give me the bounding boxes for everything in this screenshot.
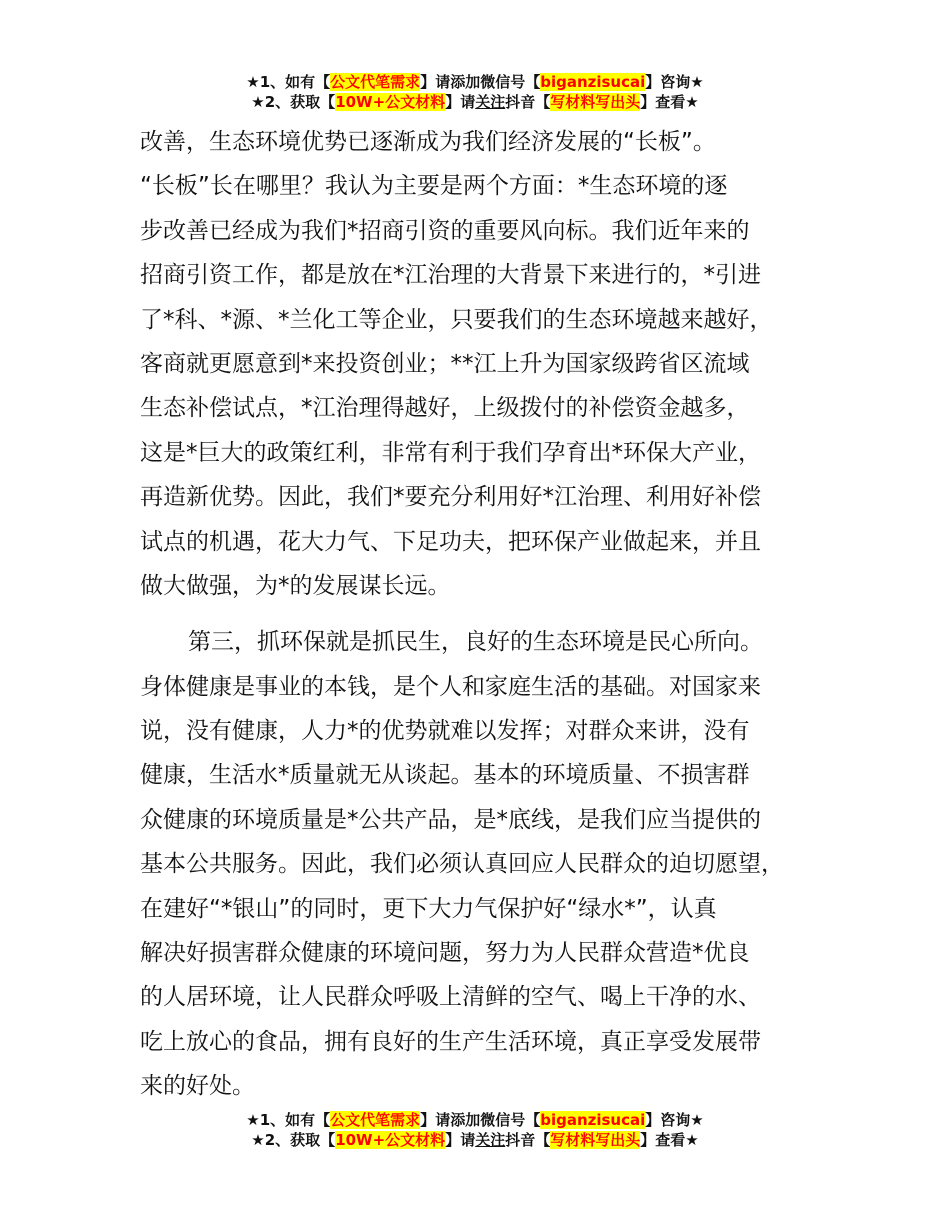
banner-underlined: 关注	[475, 1131, 506, 1149]
banner-line-2	[0, 92, 950, 112]
banner-highlight-wechat: biganzisucai	[540, 1111, 646, 1129]
banner-text: 】请添加微信号【	[420, 73, 541, 91]
text-line: 客商就更愿意到*来投资创业；**江上升为国家级跨省区流域	[140, 350, 750, 377]
banner-underlined: 关注	[475, 93, 506, 111]
banner-text: ★2、获取【	[251, 93, 336, 111]
text-line: 再造新优势。因此，我们*要充分利用好*江治理、利用好补偿	[140, 484, 761, 511]
text-line: 改善，生态环境优势已逐渐成为我们经济发展的“长板”。	[140, 129, 716, 155]
text-line: “长板”长在哪里？我认为主要是两个方面：*生态环境的逐	[140, 173, 728, 200]
text-line: 做大做强，为*的发展谋长远。	[140, 572, 451, 599]
paragraph-gap	[140, 608, 840, 620]
footer-banner	[0, 1110, 950, 1150]
text-line: 步改善已经成为我们*招商引资的重要风向标。我们近年来的	[140, 217, 750, 244]
text-line: 这是*巨大的政策红利，非常有利于我们孕育出*环保大产业，	[140, 439, 761, 466]
banner-highlight: 10W+公文材料	[335, 93, 446, 111]
banner-highlight-wechat: biganzisucai	[540, 73, 646, 91]
text-line: 在建好“*银山”的同时，更下大力气保护好“绿水*”，认真	[140, 895, 717, 922]
text-line: 招商引资工作，都是放在*江治理的大背景下来进行的，*引进	[140, 262, 761, 289]
banner-text: 】查看★	[640, 93, 699, 111]
banner-text: 】查看★	[640, 1131, 699, 1149]
text-line: 健康，生活水*质量就无从谈起。基本的环境质量、不损害群	[140, 762, 750, 789]
paragraph-2	[140, 620, 840, 1108]
banner-text: ★1、如有【	[246, 1111, 331, 1129]
banner-highlight-douyin: 写材料写出头	[550, 1131, 641, 1149]
paragraph-1	[140, 120, 840, 608]
text-line: 了*科、*源、*兰化工等企业，只要我们的生态环境越来越好，	[140, 306, 773, 333]
text-line: 的人居环境，让人民群众呼吸上清鲜的空气、喝上干净的水、	[140, 984, 761, 1011]
text-line: 解决好损害群众健康的环境问题，努力为人民群众营造*优良	[140, 940, 750, 967]
banner-text: ★1、如有【	[246, 73, 331, 91]
text-line: 身体健康是事业的本钱，是个人和家庭生活的基础。对国家来	[140, 673, 761, 700]
banner-line-1	[0, 72, 950, 92]
banner-text: 】咨询★	[645, 1111, 704, 1129]
banner-line-2	[0, 1130, 950, 1150]
text-line: 众健康的环境质量是*公共产品，是*底线，是我们应当提供的	[140, 806, 761, 833]
banner-highlight: 10W+公文材料	[335, 1131, 446, 1149]
text-line: 试点的机遇，花大力气、下足功夫，把环保产业做起来，并且	[140, 528, 761, 555]
text-line: 生态补偿试点，*江治理得越好，上级拨付的补偿资金越多，	[140, 395, 750, 422]
text-line: 第三，抓环保就是抓民生，良好的生态环境是民心所向。	[188, 629, 763, 656]
banner-line-1	[0, 1110, 950, 1130]
banner-text: 】请添加微信号【	[420, 1111, 541, 1129]
banner-text: 】请	[445, 1131, 476, 1149]
banner-highlight-douyin: 写材料写出头	[550, 93, 641, 111]
banner-highlight: 公文代笔需求	[330, 73, 421, 91]
text-line: 来的好处。	[140, 1073, 255, 1100]
banner-text: ★2、获取【	[251, 1131, 336, 1149]
banner-text: 抖音【	[505, 1131, 551, 1149]
banner-text: 抖音【	[505, 93, 551, 111]
banner-text: 】咨询★	[645, 73, 704, 91]
document-body	[140, 120, 840, 1109]
header-banner	[0, 72, 950, 112]
banner-highlight: 公文代笔需求	[330, 1111, 421, 1129]
text-line: 基本公共服务。因此，我们必须认真回应人民群众的迫切愿望，	[140, 851, 784, 878]
banner-text: 】请	[445, 93, 476, 111]
text-line: 吃上放心的食品，拥有良好的生产生活环境，真正享受发展带	[140, 1028, 761, 1055]
text-line: 说，没有健康，人力*的优势就难以发挥；对群众来讲，没有	[140, 718, 750, 745]
